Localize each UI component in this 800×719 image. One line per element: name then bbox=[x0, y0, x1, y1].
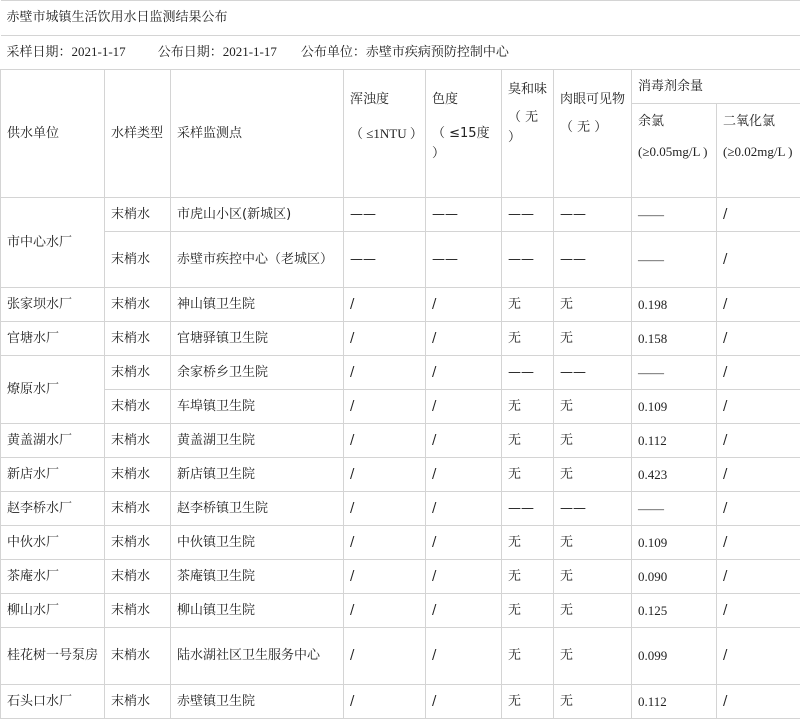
cell-type: 末梢水 bbox=[105, 458, 171, 492]
cell-supplier: 桂花树一号泵房 bbox=[1, 628, 105, 685]
turbidity-label: 浑浊度 bbox=[350, 92, 390, 107]
cell-supplier: 新店水厂 bbox=[1, 458, 105, 492]
cell-supplier: 黄盖湖水厂 bbox=[1, 424, 105, 458]
cell-visible: —— bbox=[554, 356, 632, 390]
cell-visible: —— bbox=[554, 232, 632, 288]
cell-supplier: 赵李桥水厂 bbox=[1, 492, 105, 526]
table-row bbox=[1, 685, 800, 719]
cell-visible: 无 bbox=[554, 526, 632, 560]
cell-odor: —— bbox=[502, 492, 554, 526]
cell-site: 神山镇卫生院 bbox=[171, 288, 344, 322]
cell-site: 官塘驿镇卫生院 bbox=[171, 322, 344, 356]
cell-odor: —— bbox=[502, 198, 554, 232]
odor-label: 臭和味 bbox=[508, 82, 548, 97]
cell-chlorine-dioxide: / bbox=[717, 232, 800, 288]
cell-visible: 无 bbox=[554, 560, 632, 594]
cell-type: 末梢水 bbox=[105, 232, 171, 288]
cell-turbidity: / bbox=[344, 526, 426, 560]
color-limit: （ ≤15度 ） bbox=[432, 126, 490, 161]
cell-turbidity: / bbox=[344, 685, 426, 719]
page-title: 赤壁市城镇生活饮用水日监测结果公布 bbox=[1, 1, 800, 36]
cell-color: —— bbox=[426, 232, 502, 288]
header-water-type: 水样类型 bbox=[105, 70, 171, 198]
odor-limit: （ 无 ） bbox=[508, 110, 539, 145]
cell-type: 末梢水 bbox=[105, 628, 171, 685]
cell-chlorine: —— bbox=[632, 232, 717, 288]
cell-site: 赵李桥镇卫生院 bbox=[171, 492, 344, 526]
cell-supplier: 柳山水厂 bbox=[1, 594, 105, 628]
cell-turbidity: / bbox=[344, 356, 426, 390]
cell-chlorine: 0.109 bbox=[632, 526, 717, 560]
cell-turbidity: / bbox=[344, 628, 426, 685]
cell-chlorine: 0.112 bbox=[632, 424, 717, 458]
header-disinfectant: 消毒剂余量 bbox=[632, 70, 800, 104]
cell-chlorine: 0.125 bbox=[632, 594, 717, 628]
table-row bbox=[1, 356, 800, 390]
cell-color: / bbox=[426, 288, 502, 322]
cell-chlorine-dioxide: / bbox=[717, 560, 800, 594]
cell-odor: 无 bbox=[502, 560, 554, 594]
cell-chlorine-dioxide: / bbox=[717, 685, 800, 719]
table-row bbox=[1, 198, 800, 232]
header-color bbox=[426, 70, 502, 198]
cell-supplier: 中伙水厂 bbox=[1, 526, 105, 560]
table-row bbox=[1, 560, 800, 594]
chlorine-dioxide-limit: (≥0.02mg/L ) bbox=[723, 144, 793, 159]
cell-color: —— bbox=[426, 198, 502, 232]
cell-visible: 无 bbox=[554, 685, 632, 719]
cell-visible: 无 bbox=[554, 594, 632, 628]
cell-site: 茶庵镇卫生院 bbox=[171, 560, 344, 594]
cell-turbidity: / bbox=[344, 390, 426, 424]
cell-color: / bbox=[426, 526, 502, 560]
cell-type: 末梢水 bbox=[105, 356, 171, 390]
cell-odor: 无 bbox=[502, 322, 554, 356]
cell-color: / bbox=[426, 594, 502, 628]
cell-turbidity: / bbox=[344, 594, 426, 628]
cell-supplier: 石头口水厂 bbox=[1, 685, 105, 719]
header-chlorine bbox=[632, 104, 717, 198]
cell-site: 黄盖湖卫生院 bbox=[171, 424, 344, 458]
header-chlorine-dioxide bbox=[717, 104, 800, 198]
header-supplier: 供水单位 bbox=[1, 70, 105, 198]
cell-chlorine: —— bbox=[632, 356, 717, 390]
chlorine-dioxide-label: 二氧化氯 bbox=[723, 114, 776, 129]
cell-type: 末梢水 bbox=[105, 390, 171, 424]
cell-visible: 无 bbox=[554, 322, 632, 356]
cell-odor: 无 bbox=[502, 594, 554, 628]
cell-type: 末梢水 bbox=[105, 198, 171, 232]
header-turbidity bbox=[344, 70, 426, 198]
cell-turbidity: / bbox=[344, 458, 426, 492]
cell-chlorine-dioxide: / bbox=[717, 492, 800, 526]
cell-site: 市虎山小区(新城区) bbox=[171, 198, 344, 232]
header-visible bbox=[554, 70, 632, 198]
cell-color: / bbox=[426, 685, 502, 719]
cell-chlorine-dioxide: / bbox=[717, 198, 800, 232]
cell-color: / bbox=[426, 356, 502, 390]
cell-odor: 无 bbox=[502, 424, 554, 458]
cell-color: / bbox=[426, 322, 502, 356]
cell-color: / bbox=[426, 458, 502, 492]
cell-site: 赤壁镇卫生院 bbox=[171, 685, 344, 719]
cell-type: 末梢水 bbox=[105, 526, 171, 560]
cell-chlorine: 0.158 bbox=[632, 322, 717, 356]
cell-odor: 无 bbox=[502, 390, 554, 424]
table-row bbox=[1, 288, 800, 322]
table-row bbox=[1, 526, 800, 560]
table-row bbox=[1, 458, 800, 492]
table-row bbox=[1, 492, 800, 526]
table-row bbox=[1, 594, 800, 628]
cell-odor: —— bbox=[502, 232, 554, 288]
cell-color: / bbox=[426, 424, 502, 458]
cell-site: 余家桥乡卫生院 bbox=[171, 356, 344, 390]
cell-chlorine-dioxide: / bbox=[717, 390, 800, 424]
chlorine-limit: (≥0.05mg/L ) bbox=[638, 144, 708, 159]
cell-odor: 无 bbox=[502, 288, 554, 322]
cell-turbidity: / bbox=[344, 492, 426, 526]
cell-turbidity: / bbox=[344, 288, 426, 322]
cell-chlorine: 0.090 bbox=[632, 560, 717, 594]
cell-chlorine-dioxide: / bbox=[717, 458, 800, 492]
sample-date-label: 采样日期： bbox=[6, 45, 72, 60]
cell-color: / bbox=[426, 390, 502, 424]
cell-site: 陆水湖社区卫生服务中心 bbox=[171, 628, 344, 685]
visible-limit: （ 无 ） bbox=[560, 120, 608, 135]
cell-odor: 无 bbox=[502, 685, 554, 719]
cell-color: / bbox=[426, 560, 502, 594]
cell-chlorine: 0.109 bbox=[632, 390, 717, 424]
cell-site: 中伙镇卫生院 bbox=[171, 526, 344, 560]
cell-supplier: 张家坝水厂 bbox=[1, 288, 105, 322]
color-label: 色度 bbox=[432, 92, 459, 107]
table-row bbox=[1, 232, 800, 288]
cell-visible: 无 bbox=[554, 458, 632, 492]
cell-site: 柳山镇卫生院 bbox=[171, 594, 344, 628]
cell-odor: —— bbox=[502, 356, 554, 390]
cell-supplier: 官塘水厂 bbox=[1, 322, 105, 356]
table-row bbox=[1, 322, 800, 356]
cell-visible: —— bbox=[554, 492, 632, 526]
header-odor bbox=[502, 70, 554, 198]
header-site: 采样监测点 bbox=[171, 70, 344, 198]
cell-visible: 无 bbox=[554, 390, 632, 424]
cell-chlorine: —— bbox=[632, 492, 717, 526]
cell-type: 末梢水 bbox=[105, 424, 171, 458]
cell-chlorine-dioxide: / bbox=[717, 594, 800, 628]
table-row bbox=[1, 628, 800, 685]
cell-type: 末梢水 bbox=[105, 560, 171, 594]
cell-chlorine: 0.198 bbox=[632, 288, 717, 322]
cell-visible: —— bbox=[554, 198, 632, 232]
publisher-label: 公布单位： bbox=[300, 45, 366, 60]
visible-label: 肉眼可见物 bbox=[560, 92, 626, 107]
cell-chlorine: —— bbox=[632, 198, 717, 232]
cell-turbidity: —— bbox=[344, 198, 426, 232]
turbidity-limit: （ ≤1NTU ） bbox=[350, 126, 423, 141]
cell-visible: 无 bbox=[554, 628, 632, 685]
cell-type: 末梢水 bbox=[105, 322, 171, 356]
cell-supplier: 燎原水厂 bbox=[1, 356, 105, 424]
cell-turbidity: —— bbox=[344, 232, 426, 288]
cell-chlorine: 0.099 bbox=[632, 628, 717, 685]
cell-visible: 无 bbox=[554, 288, 632, 322]
cell-turbidity: / bbox=[344, 424, 426, 458]
chlorine-label: 余氯 bbox=[638, 114, 665, 129]
cell-site: 新店镇卫生院 bbox=[171, 458, 344, 492]
cell-visible: 无 bbox=[554, 424, 632, 458]
cell-chlorine-dioxide: / bbox=[717, 424, 800, 458]
cell-type: 末梢水 bbox=[105, 685, 171, 719]
meta-line bbox=[1, 36, 800, 70]
cell-type: 末梢水 bbox=[105, 288, 171, 322]
cell-chlorine: 0.112 bbox=[632, 685, 717, 719]
cell-chlorine-dioxide: / bbox=[717, 628, 800, 685]
cell-supplier: 市中心水厂 bbox=[1, 198, 105, 288]
publish-date-label: 公布日期： bbox=[157, 45, 223, 60]
table-row bbox=[1, 424, 800, 458]
cell-turbidity: / bbox=[344, 322, 426, 356]
sample-date: 2021-1-17 bbox=[71, 44, 126, 59]
cell-color: / bbox=[426, 628, 502, 685]
cell-odor: 无 bbox=[502, 628, 554, 685]
cell-color: / bbox=[426, 492, 502, 526]
cell-chlorine-dioxide: / bbox=[717, 526, 800, 560]
cell-site: 赤壁市疾控中心（老城区） bbox=[171, 232, 344, 288]
table-row bbox=[1, 390, 800, 424]
cell-chlorine-dioxide: / bbox=[717, 322, 800, 356]
cell-type: 末梢水 bbox=[105, 492, 171, 526]
publisher: 赤壁市疾病预防控制中心 bbox=[365, 45, 509, 60]
publish-date: 2021-1-17 bbox=[222, 44, 277, 59]
cell-odor: 无 bbox=[502, 526, 554, 560]
cell-type: 末梢水 bbox=[105, 594, 171, 628]
cell-chlorine-dioxide: / bbox=[717, 288, 800, 322]
cell-site: 车埠镇卫生院 bbox=[171, 390, 344, 424]
cell-chlorine: 0.423 bbox=[632, 458, 717, 492]
cell-odor: 无 bbox=[502, 458, 554, 492]
cell-chlorine-dioxide: / bbox=[717, 356, 800, 390]
cell-supplier: 茶庵水厂 bbox=[1, 560, 105, 594]
cell-turbidity: / bbox=[344, 560, 426, 594]
